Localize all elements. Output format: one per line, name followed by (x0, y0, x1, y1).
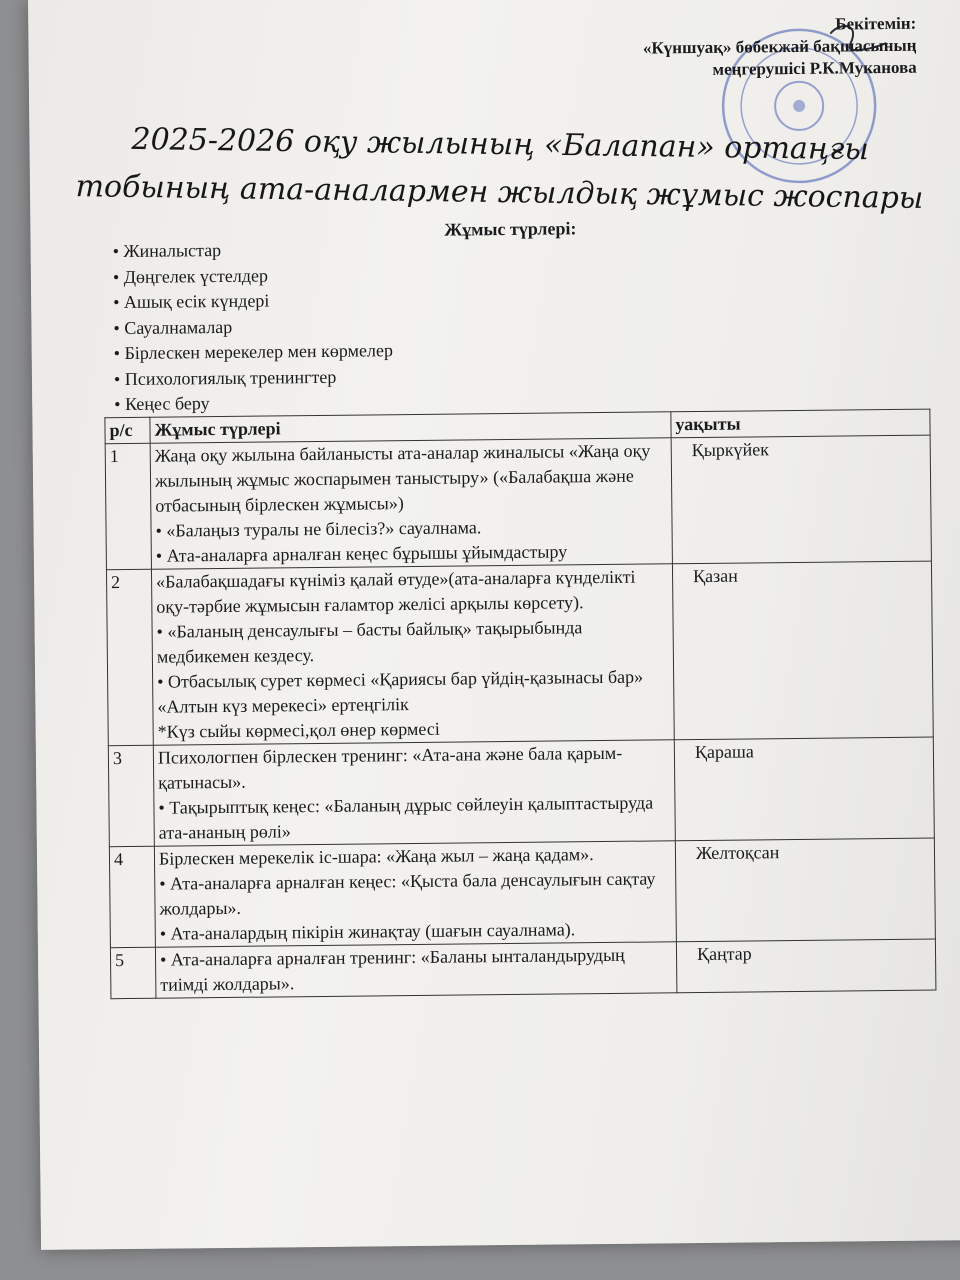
approval-block (643, 13, 917, 82)
row-time: Желтоқсан (675, 838, 935, 942)
row-line: • «Баланың денсаулығы – басты байлық» тақырыбында медбикемен кездесу. (156, 617, 583, 667)
row-line: Жаңа оқу жылына байланысты ата-аналар жиналысы «Жаңа оқу жылының жұмыс жоспарымен таныстыру» («Балабақша және отбасының бірлескен жұмысы») (154, 440, 651, 516)
list-item: • Дөңгелек үстелдер (113, 262, 392, 290)
row-line: • Ата-аналарға арналған кеңес бұрышы ұйымдастыру (155, 541, 568, 566)
approval-line: «Күншуақ» бөбекжай бақшасының (642, 35, 917, 58)
row-line: «Балабақшадағы күніміз қалай өтуде»(ата-аналарға күнделікті оқу-тәрбие жұмысын ғаламтор желісі арқылы көрсету). (155, 566, 636, 617)
list-item: • Кеңес беру (114, 389, 393, 417)
table-row (106, 561, 933, 746)
row-line: Психологпен бірлескен тренинг: «Ата-ана және бала қарым-қатынасы». (157, 742, 623, 793)
approval-line: меңгерушісі Р.К.Муканова (712, 57, 917, 79)
table-row (109, 838, 935, 948)
plan-table (104, 409, 936, 1000)
row-description (150, 438, 672, 569)
work-types-list (113, 236, 394, 417)
row-number: 5 (110, 947, 156, 998)
list-item: • Бірлескен мерекелер мен көрмелер (114, 338, 393, 366)
list-item: • Жиналыстар (113, 236, 392, 264)
row-time: Қаңтар (676, 939, 936, 993)
row-time: Қазан (672, 561, 933, 740)
row-line: «Алтын күз мерекесі» ертеңгілік (157, 694, 409, 717)
list-item: • Психологиялық тренингтер (114, 364, 393, 392)
row-number: 3 (108, 745, 154, 846)
document-page (28, 0, 960, 1250)
column-header-time: уақыты (671, 409, 930, 438)
row-time: Қыркүйек (671, 435, 931, 564)
row-line: • Ата-аналардың пікірін жинақтау (шағын сауалнама). (159, 919, 576, 944)
row-description (154, 841, 676, 947)
table-row (110, 939, 935, 999)
row-time: Қараша (674, 737, 934, 841)
row-number: 1 (105, 443, 151, 569)
row-number: 4 (109, 846, 155, 947)
row-line: • Отбасылық сурет көрмесі «Қариясы бар үйдің-қазынасы бар» (157, 666, 644, 692)
column-header-number: р/с (105, 417, 150, 443)
row-line: • Тақырыптық кеңес: «Баланың дұрыс сөйлеуін қалыптастыруда ата-ананың рөлі» (158, 792, 654, 843)
row-line: • Ата-аналарға арналған кеңес: «Қыста бала денсаулығын сақтау жолдары». (159, 868, 656, 919)
row-description (153, 740, 675, 846)
document-title: 2025-2026 оқу жылының «Балапан» ортаңғы тобының ата-аналармен жылдық жұмыс жоспары (75, 121, 924, 216)
table-row (108, 737, 934, 847)
work-types-heading: Жұмыс түрлері: (444, 218, 577, 240)
row-line: Бірлескен мерекелік іс-шара: «Жаңа жыл – жаңа қадам». (158, 844, 594, 869)
row-line: • Ата-аналарға арналған тренинг: «Баланы ынталандырудың тиімді жолдары». (159, 944, 625, 995)
table-row (105, 435, 931, 570)
row-line: • «Балаңыз туралы не білесіз?» сауалнама. (155, 517, 482, 541)
list-item: • Сауалнамалар (113, 313, 392, 341)
column-header-work-types: Жұмыс түрлері (150, 412, 671, 443)
list-item: • Ашық есік күндері (113, 287, 392, 315)
row-number: 2 (106, 569, 153, 745)
approval-line: Бекітемін: (835, 13, 917, 34)
row-description (151, 564, 674, 745)
row-line: *Күз сыйы көрмесі,қол өнер көрмесі (157, 718, 440, 742)
row-description (155, 942, 677, 998)
